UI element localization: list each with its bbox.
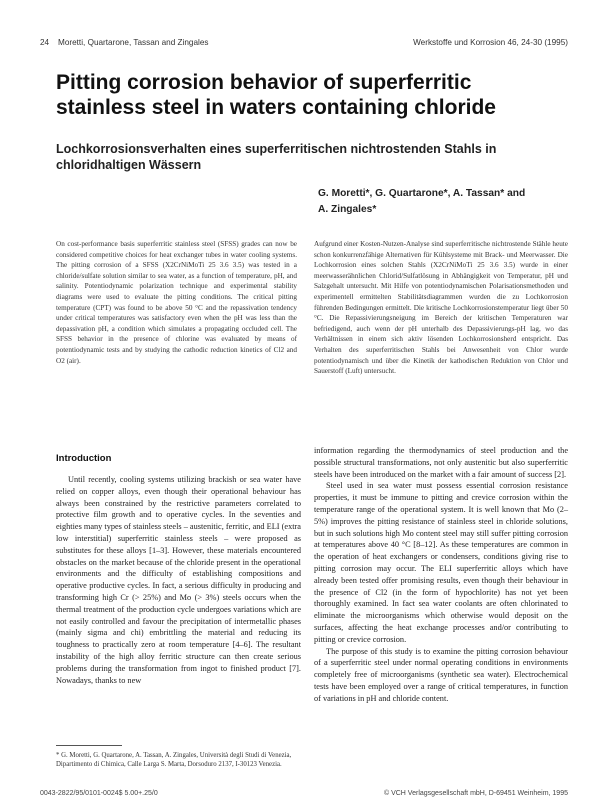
footer-issn: 0043-2822/95/0101-0024$ 5.00+.25/0 — [40, 790, 158, 797]
german-title: Lochkorrosionsverhalten eines superferritischen nichtrostenden Stahls in chloridhaltigen Wässern — [56, 142, 497, 172]
author-line-2: A. Zingales* — [318, 204, 377, 215]
paper-title: Pitting corrosion behavior of superferritic stainless steel in waters containing chloride — [56, 71, 496, 119]
author-affiliation-footnote: * G. Moretti, G. Quartarone, A. Tassan, A. Zingales, Università degli Studi di Venezia, Dipartimento di Chimica, Calle Larga S. Marta, Dorsoduro 2137, I-30123 Venezia. — [56, 752, 292, 768]
author-line-1: G. Moretti*, G. Quartarone*, A. Tassan* and — [318, 188, 526, 199]
footer-copyright: © VCH Verlagsgesellschaft mbH, D-69451 Weinheim, 1995 — [383, 790, 568, 797]
body-column-right — [314, 445, 568, 705]
body-column-left — [56, 474, 301, 686]
section-heading-introduction: Introduction — [56, 453, 112, 464]
footnote-divider — [56, 745, 122, 746]
page-number: 24 — [40, 38, 50, 47]
body-paragraph: Until recently, cooling systems utilizing brackish or sea water have relied on copper alloys, even though their operational behaviour has always been constrained by the restrictive parameters correlated to protective film growth and to operative cycles. In the seventies and eighties many types of stainless steels – austenitic, ferritic, and ELI (extra low interstitial) superferritic stainless steels – were proposed as substitutes for these alloys [1–3]. However, these materials encountered obstacles on the market because of the chloride present in the operational environments and the difficulty of establishing compositions and operative productive cycles. In fact, a serious difficulty in producing and transforming high Cr (> 25%) and Mo (> 3%) steels occurs when the thermal treatment of the production cycle undergoes variations which are not easily controlled and favour the precipitation of intermetallic phases (mainly sigma and chi) embrittling the material and reducing its toughness to practically zero at room temperature [4–6]. The resultant instability of the high alloy ferritic structure can then create serious problems during the transformation from ingot to finished product [7]. Nowadays, thanks to new — [56, 475, 301, 685]
abstract-german: Aufgrund einer Kosten-Nutzen-Analyse sind superferritische nichtrostende Stähle heute schon konkurrenzfähige Alternativen für Kühlsysteme mit Brack- und Meerwasser. Die Lochkorrosion eines solchen Stahls (X2CrNiMoTi 25 3.6 3.5) wurde in einer meerwasserähnlichen Chlorid/Sulfatlösung in Abhängigkeit von Temperatur, pH und Salzgehalt untersucht. Mit Hilfe von potentiodynamischen Polarisationsmethoden und experimentell ermittelten Stabilitätsdiagrammen wurden die zu Lochkorrosion führenden Bedingungen ermittelt. Die kritische Lochkorrosionstemperatur liegt über 50 °C. Die Repassivierungsneigung im Bereich der kritischen Temperaturen war befriedigend, auch wenn der pH unterhalb des Depassivierungs-pH lag, wo das Verhältnissen in einem sich aktiv lösenden Lochkorrosionsherd entspricht. Das Verhalten des superferritischen Stahls bei Anwesenheit von Chlor wurde potentiodynamisch und über die Kinetik der kathodischen Reduktion von Chlor und Sauerstoff (Luft) untersucht. — [314, 240, 568, 376]
abstract-english: On cost-performance basis superferritic stainless steel (SFSS) grades can now be considered competitive choices for heat exchanger tubes in water cooling systems. The pitting corrosion of a SFSS (X2CrNiMoTi 25 3.6 3.5) was tested in a chloride/sulfate solution similar to sea water, as a function of temperature, pH, and salinity. Potentiodynamic polarization technique and experimental stability diagrams were used to evaluate the pitting conditions. The critical pitting temperature (CPT) was found to be above 50 °C and the repassivation tendency under critical temperatures was satisfactory even when the pH was less than the depassivation pH, a condition which simulates a propagating occluded cell. The SFSS behavior in the presence of chlorine was evaluated by means of potentiodynamic tests and by studying the cathodic reduction kinetics of Cl2 and O2 (air). — [56, 240, 297, 365]
body-paragraph: Steel used in sea water must possess essential corrosion resistance properties, it must be immune to pitting and crevice corrosion within the temperature range of the operational system. It is well known that Mo (2–5%) improves the pitting resistance of stainless steel in chloride solutions, but in such solutions high Mo content steel may still suffer pitting corrosion at temperatures above 40 °C [8–12]. As these temperatures are common in the operation of heat exchangers or condensers, conditions giving rise to pitting corrosion may occur. The ELI superferritic alloys which have already been tested offer promising results, even though their behaviour in the presence of Cl2 (in the form of hypochlorite) has not yet been thoroughly examined. In fact sea water coolants are often chlorinated to eliminate the microorganisms which otherwise would deposit on the surfaces, affecting the heat exchange processes and/or contributing to pitting or crevice corrosion. — [314, 481, 568, 644]
body-paragraph: The purpose of this study is to examine the pitting corrosion behaviour of a superferritic steel under normal operating conditions in environments completely free of microorganisms (synthetic sea water). Electrochemical tests have been employed over a range of critical temperatures, in function of variations in pH and chloride content. — [314, 646, 568, 703]
author-byline — [318, 186, 568, 218]
header-authors: Moretti, Quartarone, Tassan and Zingales — [58, 38, 209, 47]
body-paragraph: information regarding the thermodynamics of steel production and the possible structural transformations, not only austenitic but also superferritic steels have been introduced on the market with a fair amount of success [2]. — [314, 446, 568, 479]
journal-citation: Werkstoffe und Korrosion 46, 24-30 (1995) — [413, 38, 568, 47]
